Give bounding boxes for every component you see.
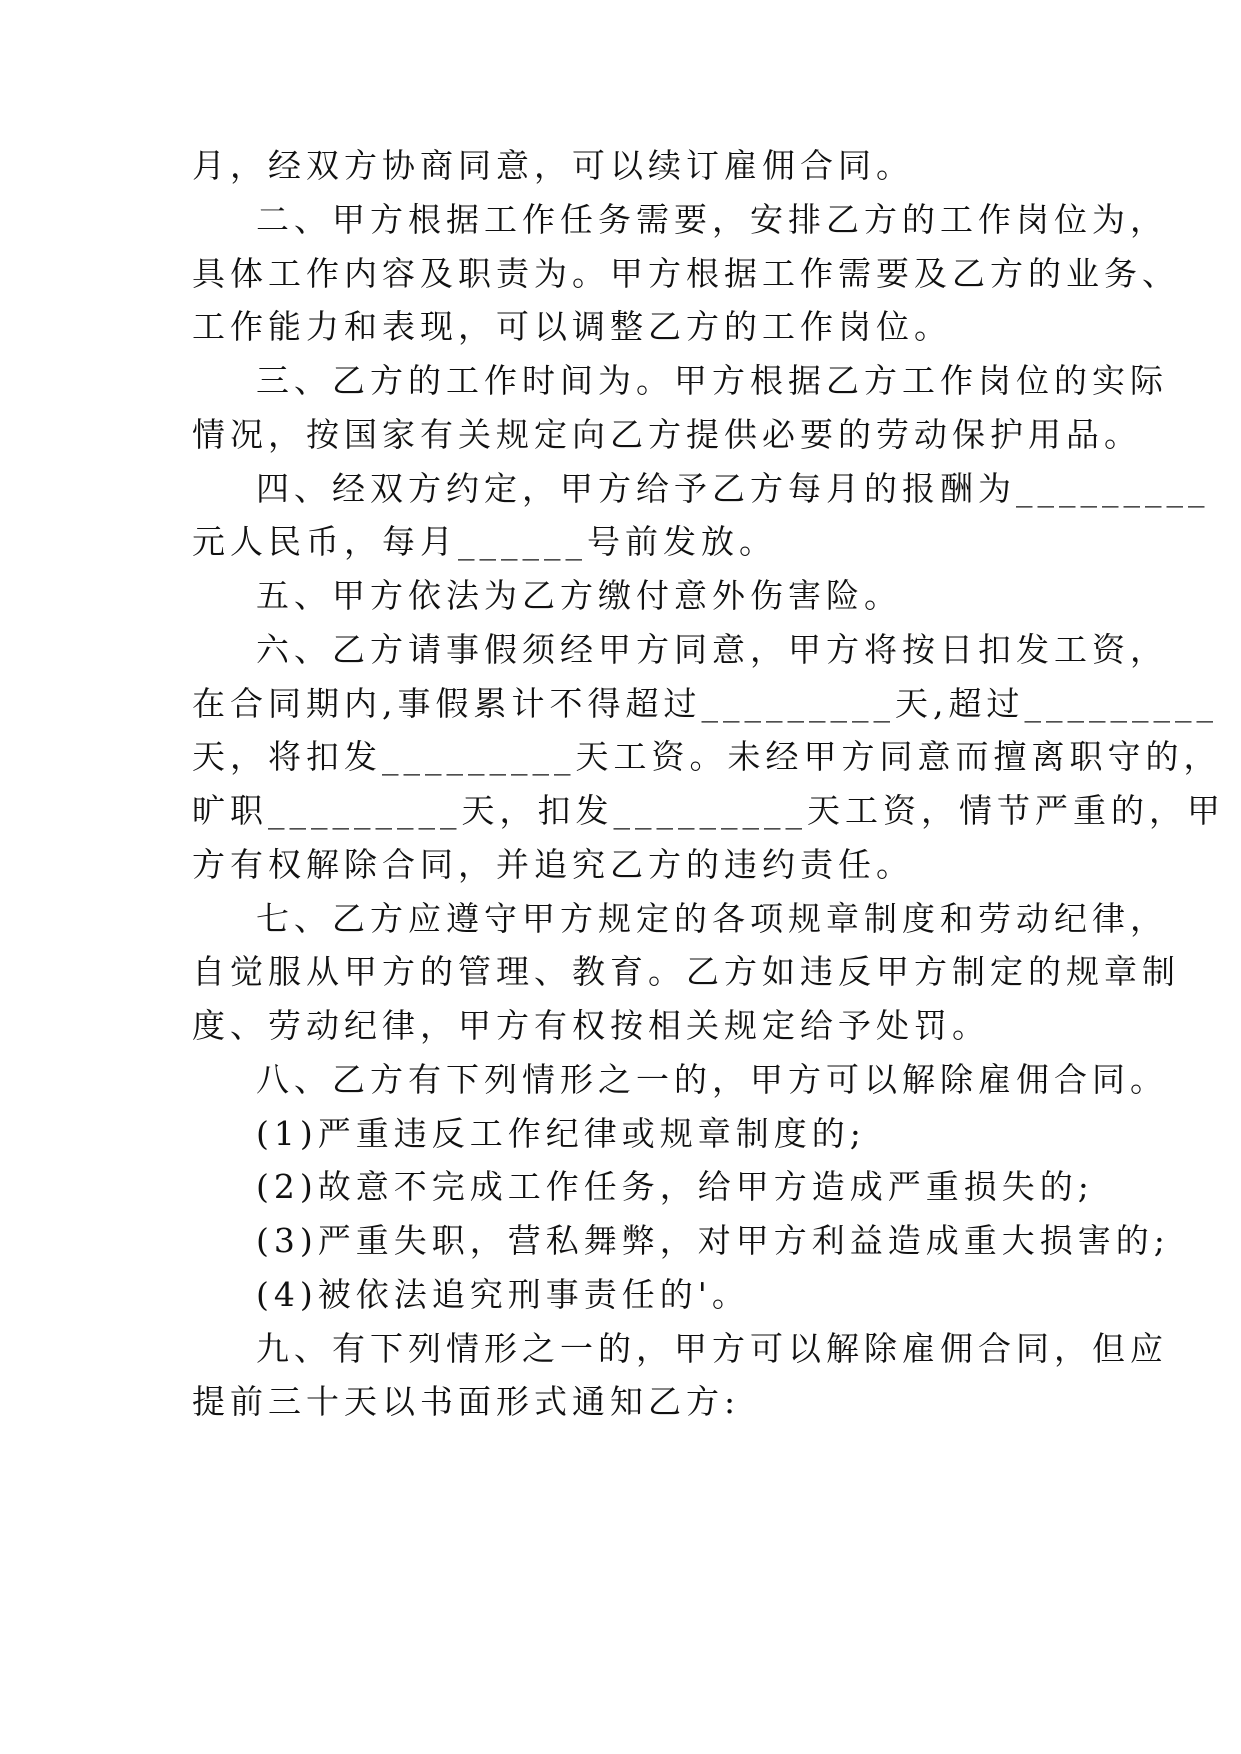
text-line: 情况，按国家有关规定向乙方提供必要的劳动保护用品。: [192, 415, 1142, 454]
text-line: (3)严重失职，营私舞弊，对甲方利益造成重大损害的;: [256, 1221, 1170, 1260]
text-line: 在合同期内,事假累计不得超过_________天,超过_________: [192, 684, 1218, 723]
text-line: 工作能力和表现，可以调整乙方的工作岗位。: [192, 307, 952, 346]
text-line: 自觉服从甲方的管理、教育。乙方如违反甲方制定的规章制: [192, 952, 1180, 991]
text-line: 提前三十天以书面形式通知乙方:: [192, 1382, 741, 1421]
text-line: 度、劳动纪律，甲方有权按相关规定给予处罚。: [192, 1006, 990, 1045]
text-line: (4)被依法追究刑事责任的'。: [256, 1275, 750, 1314]
text-line: 天，将扣发_________天工资。未经甲方同意而擅离职守的，: [192, 737, 1222, 776]
text-line: 元人民币，每月______号前发放。: [192, 522, 777, 561]
text-line: 三、乙方的工作时间为。甲方根据乙方工作岗位的实际: [256, 361, 1168, 400]
text-line: 方有权解除合同，并追究乙方的违约责任。: [192, 845, 914, 884]
text-line: 八、乙方有下列情形之一的，甲方可以解除雇佣合同。: [256, 1060, 1168, 1099]
text-line: 六、乙方请事假须经甲方同意，甲方将按日扣发工资，: [256, 630, 1168, 669]
text-line: 二、甲方根据工作任务需要，安排乙方的工作岗位为，: [256, 200, 1168, 239]
text-line: 七、乙方应遵守甲方规定的各项规章制度和劳动纪律，: [256, 899, 1168, 938]
text-line: (1)严重违反工作纪律或规章制度的;: [256, 1114, 866, 1153]
text-line: (2)故意不完成工作任务，给甲方造成严重损失的;: [256, 1167, 1094, 1206]
text-line: 四、经双方约定，甲方给予乙方每月的报酬为_________: [256, 469, 1210, 508]
text-line: 九、有下列情形之一的，甲方可以解除雇佣合同，但应: [256, 1329, 1168, 1368]
text-line: 月，经双方协商同意，可以续订雇佣合同。: [192, 146, 914, 185]
text-line: 具体工作内容及职责为。甲方根据工作需要及乙方的业务、: [192, 254, 1180, 293]
text-line: 五、甲方依法为乙方缴付意外伤害险。: [256, 576, 902, 615]
text-line: 旷职_________天，扣发_________天工资，情节严重的，甲: [192, 791, 1225, 830]
